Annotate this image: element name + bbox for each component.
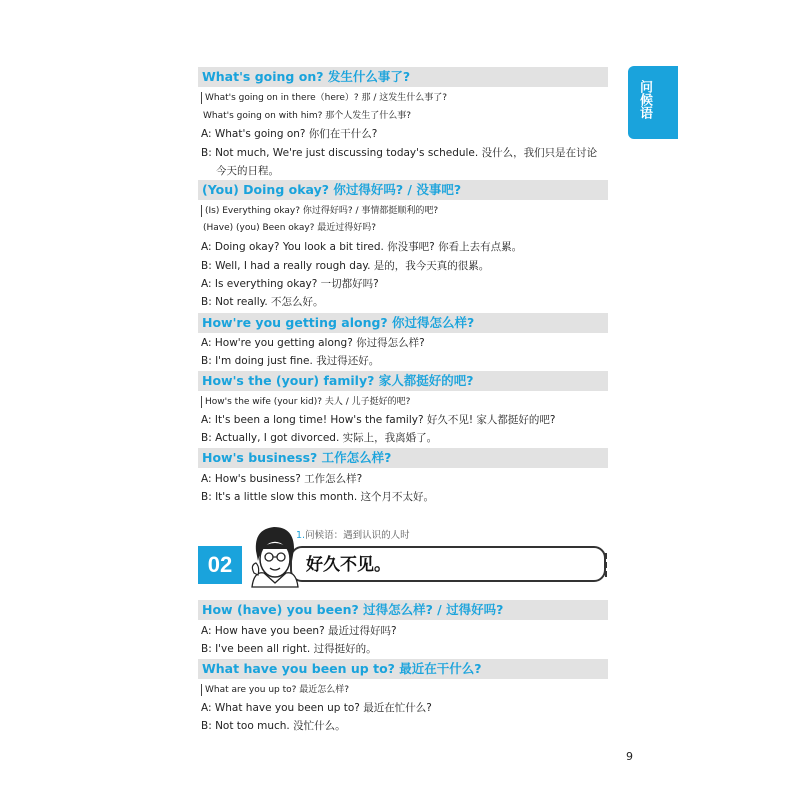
dialogue-line: A: What have you been up to? 最近在忙什么? [201, 702, 432, 714]
dialogue-line: A: Doing okay? You look a bit tired. 你没事吧? 你看上去有点累。 [201, 241, 523, 253]
dialogue-line: B: I'm doing just fine. 我过得还好。 [201, 355, 380, 367]
dialogue-line: 今天的日程。 [216, 165, 279, 177]
dialogue-line: B: Not much, We're just discussing today's schedule. 没什么，我们只是在讨论 [201, 147, 598, 159]
dialogue-line: B: It's a little slow this month. 这个月不太好。 [201, 491, 435, 503]
variant-line: What are you up to? 最近怎么样? [201, 684, 349, 696]
variant-line: What's going on with him? 那个人发生了什么事? [203, 111, 412, 121]
dialogue-line: A: It's been a long time! How's the family? 好久不见! 家人都挺好的吧? [201, 414, 556, 426]
dialogue-line: A: How's business? 工作怎么样? [201, 473, 363, 485]
page-number: 9 [626, 750, 633, 763]
chapter-side-tab [628, 66, 678, 139]
dialogue-line: A: How have you been? 最近过得好吗? [201, 625, 397, 637]
section-subtitle-number: 1. [296, 530, 306, 541]
dialogue-line: A: What's going on? 你们在干什么? [201, 128, 378, 140]
section-number: 02 [198, 546, 242, 584]
dialogue-line: A: How're you getting along? 你过得怎么样? [201, 337, 425, 349]
phrase-header: What have you been up to? 最近在干什么? [198, 659, 608, 679]
dialogue-line: B: Not too much. 没忙什么。 [201, 720, 346, 732]
phrase-header: How's business? 工作怎么样? [198, 448, 608, 468]
chapter-side-tab-label: 问候语 [637, 80, 652, 119]
dialogue-line: B: Actually, I got divorced. 实际上，我离婚了。 [201, 432, 438, 444]
phrase-header: How's the (your) family? 家人都挺好的吧? [198, 371, 608, 391]
phrase-header: How (have) you been? 过得怎么样? / 过得好吗? [198, 600, 608, 620]
variant-line: What's going on in there（here）? 那 / 这发生什么事了? [201, 92, 447, 104]
cartoon-character-illustration [248, 521, 302, 589]
dialogue-line: B: Well, I had a really rough day. 是的，我今天真的很累。 [201, 260, 490, 272]
card-dash-edge [599, 553, 607, 577]
section-title-card [290, 546, 606, 582]
dialogue-line: B: Not really. 不怎么好。 [201, 296, 324, 308]
variant-line: How's the wife (your kid)? 夫人 / 儿子挺好的吧? [201, 396, 410, 408]
phrase-header: How're you getting along? 你过得怎么样? [198, 313, 608, 333]
section-title: 好久不见。 [306, 555, 391, 575]
dialogue-line: B: I've been all right. 过得挺好的。 [201, 643, 377, 655]
section-subtitle [296, 527, 410, 541]
section-subtitle-text: 问候语：遇到认识的人时 [305, 530, 410, 541]
variant-line: (Have) (you) Been okay? 最近过得好吗? [203, 223, 377, 233]
phrase-header: What's going on? 发生什么事了? [198, 67, 608, 87]
dialogue-line: A: Is everything okay? 一切都好吗? [201, 278, 379, 290]
phrase-header: (You) Doing okay? 你过得好吗? / 没事吧? [198, 180, 608, 200]
variant-line: (Is) Everything okay? 你过得好吗? / 事情都挺顺利的吧? [201, 205, 438, 217]
